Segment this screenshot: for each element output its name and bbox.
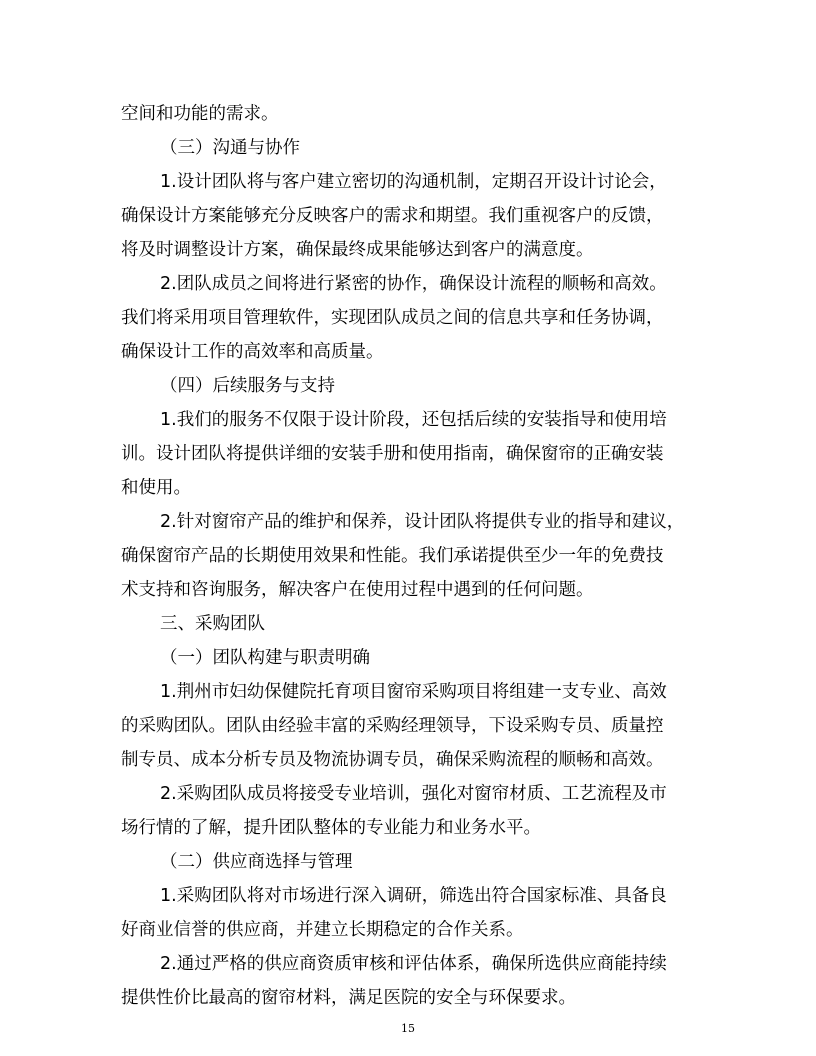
paragraph-line: 的采购团队。团队由经验丰富的采购经理领导，下设采购专员、质量控	[121, 716, 664, 736]
paragraph-line: 1.采购团队将对市场进行深入调研，筛选出符合国家标准、具备良	[160, 886, 667, 906]
text-line: 空间和功能的需求。	[121, 104, 279, 124]
paragraph-line: 确保窗帘产品的长期使用效果和性能。我们承诺提供至少一年的免费技	[121, 546, 664, 566]
paragraph-line: 制专员、成本分析专员及物流协调专员，确保采购流程的顺畅和高效。	[121, 750, 664, 770]
paragraph-line: 提供性价比最高的窗帘材料，满足医院的安全与环保要求。	[121, 988, 576, 1008]
section-heading: （三）沟通与协作	[160, 138, 300, 158]
paragraph-line: 1.我们的服务不仅限于设计阶段，还包括后续的安装指导和使用培	[160, 410, 667, 430]
paragraph-line: 2.采购团队成员将接受专业培训，强化对窗帘材质、工艺流程及市	[160, 784, 667, 804]
paragraph-line: 场行情的了解，提升团队整体的专业能力和业务水平。	[121, 818, 541, 838]
paragraph-line: 和使用。	[121, 478, 191, 498]
section-heading: （四）后续服务与支持	[160, 376, 335, 396]
paragraph-line: 1.设计团队将与客户建立密切的沟通机制，定期召开设计讨论会，	[160, 172, 667, 192]
paragraph-line: 2.团队成员之间将进行紧密的协作，确保设计流程的顺畅和高效。	[160, 274, 667, 294]
paragraph-line: 2.通过严格的供应商资质审核和评估体系，确保所选供应商能持续	[160, 954, 667, 974]
paragraph-line: 将及时调整设计方案，确保最终成果能够达到客户的满意度。	[121, 240, 594, 260]
paragraph-line: 2.针对窗帘产品的维护和保养，设计团队将提供专业的指导和建议，	[160, 512, 685, 532]
section-heading: （一）团队构建与职责明确	[160, 648, 370, 668]
paragraph-line: 确保设计方案能够充分反映客户的需求和期望。我们重视客户的反馈，	[121, 206, 664, 226]
paragraph-line: 术支持和咨询服务，解决客户在使用过程中遇到的任何问题。	[121, 580, 594, 600]
paragraph-line: 训。设计团队将提供详细的安装手册和使用指南，确保窗帘的正确安装	[121, 444, 664, 464]
page-number: 15	[401, 1022, 415, 1035]
paragraph-line: 确保设计工作的高效率和高质量。	[121, 342, 384, 362]
chapter-heading: 三、采购团队	[160, 614, 265, 634]
paragraph-line: 1.荆州市妇幼保健院托育项目窗帘采购项目将组建一支专业、高效	[160, 682, 667, 702]
paragraph-line: 好商业信誉的供应商，并建立长期稳定的合作关系。	[121, 920, 524, 940]
section-heading: （二）供应商选择与管理	[160, 852, 353, 872]
paragraph-line: 我们将采用项目管理软件，实现团队成员之间的信息共享和任务协调，	[121, 308, 664, 328]
